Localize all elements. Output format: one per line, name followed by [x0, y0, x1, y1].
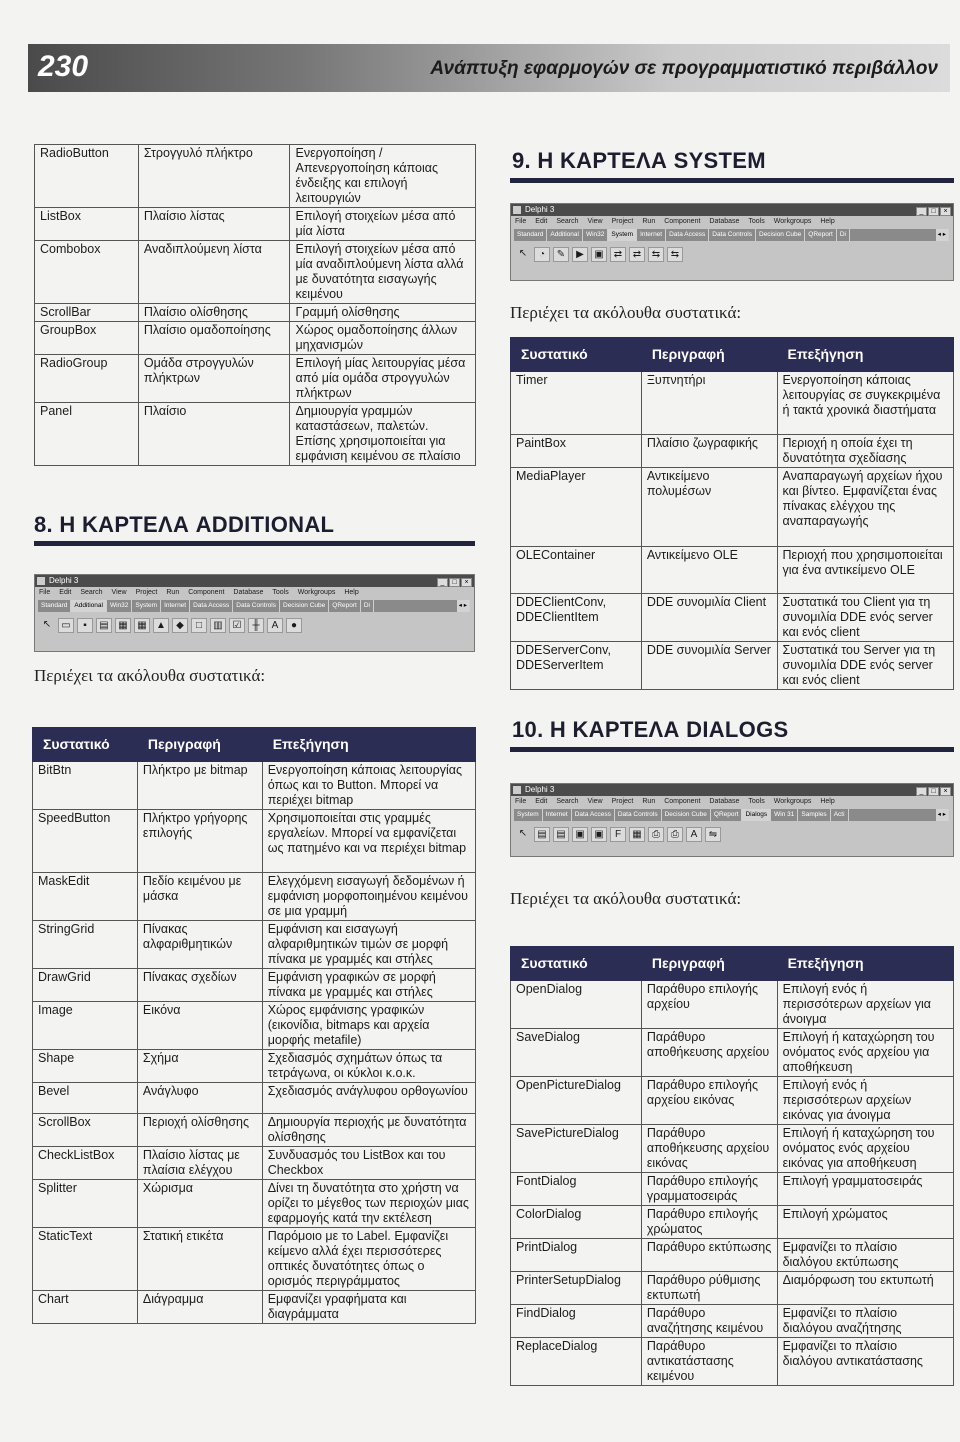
minimize-icon[interactable]: _	[916, 207, 927, 216]
table-row	[511, 1305, 954, 1338]
menu-item[interactable]: Run	[642, 798, 656, 805]
table-row	[33, 921, 476, 969]
component-name-cell: SpeedButton	[33, 810, 138, 873]
menu-item[interactable]: Search	[556, 798, 579, 805]
mediaplayer-icon[interactable]: ▶	[572, 247, 588, 262]
explanation-cell: Επιλογή μίας λειτουργίας μέσα από μία ομάδα στρογγυλών πλήκτρων	[290, 355, 476, 403]
pointer-icon[interactable]: ↖	[42, 618, 52, 630]
delphi-icon	[513, 206, 521, 214]
table-row	[511, 1173, 954, 1206]
explanation-cell: Επιλογή χρώματος	[777, 1206, 953, 1239]
description-cell: DDE συνομιλία Client	[641, 594, 777, 642]
openpicturedialog-icon[interactable]: ▣	[572, 827, 588, 842]
menu-item[interactable]: Edit	[535, 798, 548, 805]
section-title-additional: 8. Η ΚΑΡΤΕΛΑ ADDITIONAL	[34, 512, 335, 537]
explanation-cell: Επιλογή στοιχείων μέσα από μία λίστα	[290, 208, 476, 241]
table-row	[511, 981, 954, 1029]
book-title: Ανάπτυξη εφαρμογών σε προγραμματιστικό περιβάλλον	[430, 58, 938, 79]
menu-item[interactable]: View	[111, 589, 127, 596]
component-name-cell: Panel	[35, 403, 139, 466]
menu-item[interactable]: Component	[664, 218, 701, 225]
explanation-cell: Ελεγχόμενη εισαγωγή δεδομένων ή εμφάνιση μορφοποιημένου κειμένου σε μια γραμμή	[262, 873, 475, 921]
olecontainer-icon[interactable]: ▣	[591, 247, 607, 262]
description-cell: Πλαίσιο ολίσθησης	[138, 304, 290, 322]
palette-tab[interactable]: Additional	[547, 229, 583, 241]
explanation-cell: Χώρος εμφάνισης γραφικών (εικονίδια, bitmaps και αρχεία μορφής metafile)	[262, 1002, 475, 1050]
speedbutton-icon[interactable]: ▪	[77, 618, 93, 633]
maximize-icon[interactable]: □	[928, 207, 939, 216]
menu-item[interactable]: Database	[709, 218, 740, 225]
checklistbox-icon[interactable]: ☑	[229, 618, 245, 633]
column-header: Συστατικό	[511, 338, 642, 372]
description-cell: Εικόνα	[137, 1002, 262, 1050]
menu-item[interactable]: Database	[233, 589, 264, 596]
component-name-cell: PrinterSetupDialog	[511, 1272, 642, 1305]
component-name-cell: FindDialog	[511, 1305, 642, 1338]
table-row	[33, 1180, 476, 1228]
column-header: Περιγραφή	[641, 947, 777, 981]
table-row	[511, 1239, 954, 1272]
explanation-cell: Εμφάνιση γραφικών σε μορφή πίνακα με γραμμές και στήλες	[262, 969, 475, 1002]
palette-tab[interactable]: Samples	[798, 809, 830, 821]
menu-item[interactable]: Tools	[748, 218, 765, 225]
component-name-cell: SaveDialog	[511, 1029, 642, 1077]
description-cell: Πίνακας σχεδίων	[137, 969, 262, 1002]
section-rule	[510, 178, 954, 183]
ddeclientitem-icon[interactable]: ⇄	[629, 247, 645, 262]
close-icon[interactable]: ×	[940, 207, 951, 216]
component-palette-tabs	[514, 229, 949, 241]
palette-tab[interactable]: Data Access	[572, 809, 615, 821]
menu-item[interactable]: Component	[188, 589, 225, 596]
menu-bar	[511, 796, 953, 807]
section-title-dialogs: 10. Η ΚΑΡΤΕΛΑ DIALOGS	[512, 717, 789, 742]
palette-tab[interactable]: Di	[837, 229, 850, 241]
component-name-cell: DrawGrid	[33, 969, 138, 1002]
menu-item[interactable]: Help	[820, 798, 835, 805]
component-name-cell: DDEClientConv, DDEClientItem	[511, 594, 642, 642]
table-row	[35, 403, 476, 466]
table-row	[35, 304, 476, 322]
close-icon[interactable]: ×	[940, 787, 951, 796]
menu-item[interactable]: File	[515, 218, 527, 225]
section-intro: Περιέχει τα ακόλουθα συστατικά:	[510, 889, 742, 908]
delphi-window-system	[510, 203, 954, 281]
component-palette	[515, 823, 949, 845]
column-header: Συστατικό	[511, 947, 642, 981]
menu-item[interactable]: Tools	[272, 589, 289, 596]
component-name-cell: PaintBox	[511, 435, 642, 468]
description-cell: Παράθυρο ρύθμισης εκτυπωτή	[641, 1272, 777, 1305]
explanation-cell: Δημιουργία γραμμών καταστάσεων, παλετών. Επίσης χρησιμοποιείται για εμφάνιση κειμένου σε πλαίσιο	[290, 403, 476, 466]
delphi-icon	[37, 577, 45, 585]
maskedit-icon[interactable]: ▤	[96, 618, 112, 633]
stringgrid-icon[interactable]: ▦	[115, 618, 131, 633]
component-name-cell: GroupBox	[35, 322, 139, 355]
palette-tab[interactable]: Decision Cube	[756, 229, 805, 241]
explanation-cell: Επιλογή γραμματοσειράς	[777, 1173, 953, 1206]
component-name-cell: PrintDialog	[511, 1239, 642, 1272]
description-cell: Στατική ετικέτα	[137, 1228, 262, 1291]
table-row	[35, 145, 476, 208]
description-cell: Πλήκτρο γρήγορης επιλογής	[137, 810, 262, 873]
description-cell: Παράθυρο αποθήκευσης αρχείου	[641, 1029, 777, 1077]
menu-item[interactable]: Project	[611, 218, 634, 225]
description-cell: Αναδιπλούμενη λίστα	[138, 241, 290, 304]
table-row	[511, 1029, 954, 1077]
explanation-cell: Ενεργοποίηση κάποιας λειτουργίας όπως και το Button. Μπορεί να περιέχει bitmap	[262, 762, 475, 810]
window-title: Delphi 3	[525, 205, 555, 214]
printersetupdialog-icon[interactable]: ⎙	[667, 827, 683, 842]
explanation-cell: Συστατικά του Server για τη συνομιλία DDE ενός server και ενός client	[777, 642, 953, 690]
explanation-cell: Δημιουργία περιοχής με δυνατότητα ολίσθησης	[262, 1114, 475, 1147]
section-rule	[510, 747, 954, 752]
description-cell: Στρογγυλό πλήκτρο	[138, 145, 290, 208]
table-row	[511, 435, 954, 468]
table-row	[35, 208, 476, 241]
description-cell: Πλαίσιο λίστας με πλαίσια ελέγχου	[137, 1147, 262, 1180]
description-cell: Πλαίσιο ζωγραφικής	[641, 435, 777, 468]
component-name-cell: Splitter	[33, 1180, 138, 1228]
component-name-cell: FontDialog	[511, 1173, 642, 1206]
component-name-cell: RadioButton	[35, 145, 139, 208]
window-title: Delphi 3	[49, 576, 79, 585]
description-cell: Παράθυρο επιλογής αρχείου	[641, 981, 777, 1029]
menu-bar	[511, 216, 953, 227]
column-header: Συστατικό	[33, 728, 138, 762]
palette-tab[interactable]: QReport	[711, 809, 743, 821]
component-name-cell: ColorDialog	[511, 1206, 642, 1239]
description-cell: Παράθυρο αντικατάστασης κειμένου	[641, 1338, 777, 1386]
section-intro: Περιέχει τα ακόλουθα συστατικά:	[34, 666, 266, 685]
table-row	[33, 1291, 476, 1324]
delphi-window-additional	[34, 574, 475, 652]
table-row	[511, 1077, 954, 1125]
description-cell: DDE συνομιλία Server	[641, 642, 777, 690]
delphi-icon	[513, 786, 521, 794]
minimize-icon[interactable]: _	[916, 787, 927, 796]
section-rule	[34, 541, 475, 546]
component-palette-tabs	[38, 600, 470, 612]
chart-icon[interactable]: ●	[286, 618, 302, 633]
palette-tab[interactable]: System	[132, 600, 161, 612]
menu-item[interactable]: Tools	[748, 798, 765, 805]
explanation-cell: Παρόμοιο με το Label. Εμφανίζει κείμενο αλλά έχει περισσότερες οπτικές δυνατότητες όπως ο ορισμός περιγράμματος	[262, 1228, 475, 1291]
component-name-cell: OpenDialog	[511, 981, 642, 1029]
palette-tab[interactable]: Internet	[161, 600, 190, 612]
description-cell: Αντικείμενο OLE	[641, 547, 777, 594]
explanation-cell: Χρησιμοποιείται στις γραμμές εργαλείων. Μπορεί να εμφανίζεται ως πατημένο και να περιέχει bitmap	[262, 810, 475, 873]
column-header: Επεξήγηση	[777, 947, 953, 981]
menu-item[interactable]: Search	[556, 218, 579, 225]
component-name-cell: SavePictureDialog	[511, 1125, 642, 1173]
standard-components-table	[34, 144, 476, 466]
palette-tab[interactable]: Win32	[107, 600, 132, 612]
menu-item[interactable]: File	[39, 589, 51, 596]
description-cell: Παράθυρο επιλογής αρχείου εικόνας	[641, 1077, 777, 1125]
explanation-cell: Αναπαραγωγή αρχείων ήχου και βίντεο. Εμφανίζεται ένας πίνακας ελέγχου της αναπαραγωγής	[777, 468, 953, 547]
component-name-cell: BitBtn	[33, 762, 138, 810]
component-name-cell: Timer	[511, 372, 642, 435]
fontdialog-icon[interactable]: F	[610, 827, 626, 842]
section-title-system: 9. Η ΚΑΡΤΕΛΑ SYSTEM	[512, 148, 766, 173]
menu-item[interactable]: Component	[664, 798, 701, 805]
explanation-cell: Σχεδιασμός σχημάτων όπως τα τετράγωνα, οι κύκλοι κ.ο.κ.	[262, 1050, 475, 1083]
explanation-cell: Εμφάνιση και εισαγωγή αλφαριθμητικών τιμών σε μορφή πίνακα με γραμμές και στήλες	[262, 921, 475, 969]
explanation-cell: Επιλογή στοιχείων μέσα από μία αναδιπλούμενη λίστα αλλά με δυνατότητα εισαγωγής κειμένου	[290, 241, 476, 304]
shape-icon[interactable]: ◆	[172, 618, 188, 633]
component-name-cell: ReplaceDialog	[511, 1338, 642, 1386]
explanation-cell: Εμφανίζει το πλαίσιο διαλόγου εκτύπωσης	[777, 1239, 953, 1272]
paintbox-icon[interactable]: ✎	[553, 247, 569, 262]
palette-tab[interactable]: Additional	[71, 600, 107, 612]
palette-tab[interactable]: Data Controls	[709, 229, 756, 241]
menu-item[interactable]: Workgroups	[297, 589, 336, 596]
explanation-cell: Εμφανίζει το πλαίσιο διαλόγου αναζήτησης	[777, 1305, 953, 1338]
component-name-cell: DDEServerConv, DDEServerItem	[511, 642, 642, 690]
component-name-cell: ScrollBox	[33, 1114, 138, 1147]
description-cell: Πλήκτρο με bitmap	[137, 762, 262, 810]
component-name-cell: MediaPlayer	[511, 468, 642, 547]
explanation-cell: Συνδυασμός του ListBox και του Checkbox	[262, 1147, 475, 1180]
description-cell: Πλαίσιο	[138, 403, 290, 466]
palette-tab[interactable]: Win 31	[771, 809, 798, 821]
component-name-cell: CheckListBox	[33, 1147, 138, 1180]
description-cell: Παράθυρο εκτύπωσης	[641, 1239, 777, 1272]
menu-item[interactable]: Workgroups	[773, 218, 812, 225]
component-palette	[39, 614, 470, 636]
description-cell: Παράθυρο αποθήκευσης αρχείου εικόνας	[641, 1125, 777, 1173]
palette-tab[interactable]: Data Access	[190, 600, 233, 612]
column-header: Επεξήγηση	[262, 728, 475, 762]
palette-tab[interactable]: Internet	[543, 809, 572, 821]
table-row	[511, 1206, 954, 1239]
table-row	[511, 372, 954, 435]
explanation-cell: Ενεργοποίηση / Απενεργοποίηση κάποιας ένδειξης και επιλογή λειτουργιών	[290, 145, 476, 208]
palette-tab[interactable]: Data Controls	[615, 809, 662, 821]
component-name-cell: StringGrid	[33, 921, 138, 969]
bevel-icon[interactable]: □	[191, 618, 207, 633]
description-cell: Πίνακας αλφαριθμητικών	[137, 921, 262, 969]
table-row	[33, 1114, 476, 1147]
explanation-cell: Επιλογή ή καταχώρηση του ονόματος ενός αρχείου εικόνας για αποθήκευση	[777, 1125, 953, 1173]
dialogs-components-table	[510, 946, 954, 1386]
component-palette	[515, 243, 949, 265]
table-row	[33, 1050, 476, 1083]
replacedialog-icon[interactable]: ⇋	[705, 827, 721, 842]
description-cell: Ανάγλυφο	[137, 1083, 262, 1114]
palette-tab[interactable]: Decision Cube	[280, 600, 329, 612]
tab-scroll-arrows-icon[interactable]: ◂ ▸	[457, 600, 470, 612]
menu-item[interactable]: Database	[709, 798, 740, 805]
close-icon[interactable]: ×	[461, 578, 472, 587]
colordialog-icon[interactable]: ▦	[629, 827, 645, 842]
menu-item[interactable]: Edit	[535, 218, 548, 225]
description-cell: Παράθυρο επιλογής γραμματοσειράς	[641, 1173, 777, 1206]
maximize-icon[interactable]: □	[928, 787, 939, 796]
delphi-window-dialogs	[510, 783, 954, 857]
component-name-cell: MaskEdit	[33, 873, 138, 921]
table-row	[33, 762, 476, 810]
opendialog-icon[interactable]: ▤	[534, 827, 550, 842]
table-row	[511, 1338, 954, 1386]
component-name-cell: StaticText	[33, 1228, 138, 1291]
description-cell: Ομάδα στρογγυλών πλήκτρων	[138, 355, 290, 403]
ddeserveritem-icon[interactable]: ⇆	[667, 247, 683, 262]
scrollbox-icon[interactable]: ▥	[210, 618, 226, 633]
palette-tab[interactable]: System	[514, 809, 543, 821]
ddeclientconv-icon[interactable]: ⇄	[610, 247, 626, 262]
table-row	[35, 241, 476, 304]
table-row	[511, 594, 954, 642]
explanation-cell: Γραμμή ολίσθησης	[290, 304, 476, 322]
description-cell: Παράθυρο επιλογής χρώματος	[641, 1206, 777, 1239]
description-cell: Πλαίσιο ομαδοποίησης	[138, 322, 290, 355]
palette-tab[interactable]: Standard	[514, 229, 547, 241]
description-cell: Πλαίσιο λίστας	[138, 208, 290, 241]
description-cell: Πεδίο κειμένου με μάσκα	[137, 873, 262, 921]
system-components-table	[510, 337, 954, 690]
description-cell: Περιοχή ολίσθησης	[137, 1114, 262, 1147]
component-name-cell: ScrollBar	[35, 304, 139, 322]
pointer-icon[interactable]: ↖	[518, 247, 528, 259]
description-cell: Παράθυρο αναζήτησης κειμένου	[641, 1305, 777, 1338]
palette-tab[interactable]: Internet	[637, 229, 666, 241]
printdialog-icon[interactable]: ⎙	[648, 827, 664, 842]
menu-item[interactable]: Run	[642, 218, 656, 225]
minimize-icon[interactable]: _	[437, 578, 448, 587]
table-row	[33, 873, 476, 921]
image-icon[interactable]: ▲	[153, 618, 169, 633]
page-header	[28, 44, 950, 92]
explanation-cell: Εμφανίζει το πλαίσιο διαλόγου αντικατάστασης	[777, 1338, 953, 1386]
table-row	[33, 1083, 476, 1114]
tab-scroll-arrows-icon[interactable]: ◂ ▸	[936, 809, 949, 821]
menu-item[interactable]: Help	[344, 589, 359, 596]
menu-bar	[35, 587, 474, 598]
palette-tab[interactable]: QReport	[805, 229, 837, 241]
explanation-cell: Επιλογή ή καταχώρηση του ονόματος ενός αρχείου για αποθήκευση	[777, 1029, 953, 1077]
palette-tab[interactable]: System	[608, 229, 637, 241]
table-row	[33, 810, 476, 873]
table-row	[511, 1125, 954, 1173]
component-name-cell: OpenPictureDialog	[511, 1077, 642, 1125]
palette-tab[interactable]: Decision Cube	[662, 809, 711, 821]
menu-item[interactable]: File	[515, 798, 527, 805]
menu-item[interactable]: Help	[820, 218, 835, 225]
description-cell: Σχήμα	[137, 1050, 262, 1083]
column-header: Επεξήγηση	[777, 338, 953, 372]
table-row	[511, 547, 954, 594]
description-cell: Διάγραμμα	[137, 1291, 262, 1324]
column-header: Περιγραφή	[641, 338, 777, 372]
table-row	[511, 468, 954, 547]
table-row	[33, 969, 476, 1002]
palette-tab[interactable]: Win32	[583, 229, 608, 241]
ddeserverconv-icon[interactable]: ⇆	[648, 247, 664, 262]
palette-tab[interactable]: Data Access	[666, 229, 709, 241]
table-row	[33, 1147, 476, 1180]
explanation-cell: Επιλογή ενός ή περισσότερων αρχείων για άνοιγμα	[777, 981, 953, 1029]
palette-tab[interactable]: Di	[361, 600, 374, 612]
menu-item[interactable]: View	[587, 218, 603, 225]
window-title: Delphi 3	[525, 785, 555, 794]
component-name-cell: ListBox	[35, 208, 139, 241]
explanation-cell: Συστατικά του Client για τη συνομιλία DDE ενός server και ενός client	[777, 594, 953, 642]
table-row	[33, 1002, 476, 1050]
tab-scroll-arrows-icon[interactable]: ◂ ▸	[936, 229, 949, 241]
description-cell: Χώρισμα	[137, 1180, 262, 1228]
table-row	[511, 1272, 954, 1305]
explanation-cell: Χώρος ομαδοποίησης άλλων μηχανισμών	[290, 322, 476, 355]
explanation-cell: Περιοχή η οποία έχει τη δυνατότητα σχεδίασης	[777, 435, 953, 468]
pointer-icon[interactable]: ↖	[518, 827, 528, 839]
explanation-cell: Διαμόρφωση του εκτυπωτή	[777, 1272, 953, 1305]
additional-components-table	[32, 727, 476, 1324]
description-cell: Αντικείμενο πολυμέσων	[641, 468, 777, 547]
table-row	[33, 1228, 476, 1291]
component-name-cell: Shape	[33, 1050, 138, 1083]
menu-item[interactable]: Search	[80, 589, 103, 596]
palette-tab[interactable]: QReport	[329, 600, 361, 612]
menu-item[interactable]: Edit	[59, 589, 72, 596]
component-name-cell: Chart	[33, 1291, 138, 1324]
component-name-cell: Combobox	[35, 241, 139, 304]
component-name-cell: Bevel	[33, 1083, 138, 1114]
explanation-cell: Σχεδιασμός ανάγλυφου ορθογωνίου	[262, 1083, 475, 1114]
drawgrid-icon[interactable]: ▦	[134, 618, 150, 633]
menu-item[interactable]: Project	[135, 589, 158, 596]
palette-tab[interactable]: Data Controls	[233, 600, 280, 612]
statictext-icon[interactable]: A	[267, 618, 283, 633]
finddialog-icon[interactable]: A	[686, 827, 702, 842]
savepicturedialog-icon[interactable]: ▣	[591, 827, 607, 842]
palette-tab[interactable]: Acti	[831, 809, 849, 821]
explanation-cell: Εμφανίζει γραφήματα και διαγράμματα	[262, 1291, 475, 1324]
section-intro: Περιέχει τα ακόλουθα συστατικά:	[510, 303, 742, 322]
menu-item[interactable]: Run	[166, 589, 180, 596]
component-palette-tabs	[514, 809, 949, 821]
explanation-cell: Επιλογή ενός ή περισσότερων αρχείων εικόνας για άνοιγμα	[777, 1077, 953, 1125]
timer-icon[interactable]: ◔	[534, 247, 550, 262]
component-name-cell: Image	[33, 1002, 138, 1050]
maximize-icon[interactable]: □	[449, 578, 460, 587]
palette-tab[interactable]: Standard	[38, 600, 71, 612]
menu-item[interactable]: View	[587, 798, 603, 805]
page-number: 230	[38, 50, 89, 83]
table-row	[35, 322, 476, 355]
bitbtn-icon[interactable]: ▭	[58, 618, 74, 633]
explanation-cell: Περιοχή που χρησιμοποιείται για ένα αντικείμενο OLE	[777, 547, 953, 594]
table-row	[35, 355, 476, 403]
menu-item[interactable]: Project	[611, 798, 634, 805]
splitter-icon[interactable]: ╫	[248, 618, 264, 633]
component-name-cell: RadioGroup	[35, 355, 139, 403]
explanation-cell: Δίνει τη δυνατότητα στο χρήστη να ορίζει το μέγεθος των περιοχών μιας εφαρμογής κατά την εκτέλεση	[262, 1180, 475, 1228]
table-row	[511, 642, 954, 690]
component-name-cell: OLEContainer	[511, 547, 642, 594]
menu-item[interactable]: Workgroups	[773, 798, 812, 805]
description-cell: Ξυπνητήρι	[641, 372, 777, 435]
savedialog-icon[interactable]: ▤	[553, 827, 569, 842]
explanation-cell: Ενεργοποίηση κάποιας λειτουργίας σε συγκεκριμένα ή τακτά χρονικά διαστήματα	[777, 372, 953, 435]
column-header: Περιγραφή	[137, 728, 262, 762]
palette-tab[interactable]: Dialogs	[742, 809, 771, 821]
